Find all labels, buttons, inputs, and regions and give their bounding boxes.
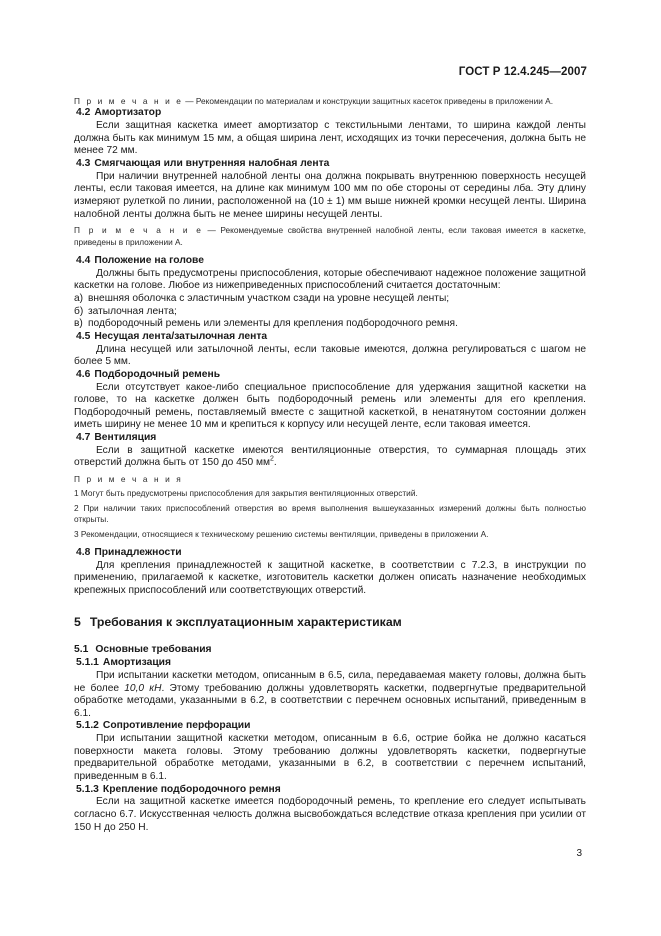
section-number: 5 [74, 615, 81, 630]
paragraph: При наличии внутренней налобной ленты она должна покрывать внутреннюю поверхность несущей ленты, если таковая имеется, на длине как минимум 100 мм по обе стороны от середины лба. Эту длину измеряют рулеткой по линии, расположенной на (10 ± 1) мм выше нижней кромки несущей ленты. Ширина налобной ленты должна быть не менее ширины несущей ленты. [74, 170, 586, 220]
section-number: 4.5 [76, 330, 91, 342]
section-5-1-1-heading [74, 657, 586, 670]
section-title: Амортизация [102, 657, 172, 669]
paragraph: Если защитная каскетка имеет амортизатор с текстильными лентами, то ширина каждой ленты должна быть как минимум 15 мм, а общая ширина лент, исходящих из точки пересечения, должна быть не менее 72 мм. [74, 120, 586, 157]
section-title: Смягчающая или внутренняя налобная лента [94, 157, 330, 169]
note-4-3 [74, 225, 586, 248]
note-text: — Рекомендуемые свойства внутренней налобной ленты, если таковая имеется в каскетке, приведены в приложении А. [74, 225, 586, 247]
paragraph: При испытании защитной каскетки методом, описанным в 6.6, острие бойка не должно касаться поверхности макета головы. Этому требованию должны удовлетворять каскетки, подвергнутые предварительной обработке методами, указанными в 6.2, в соответствии с перечнем испытаний, приведенным в 6.1. [74, 733, 586, 783]
paragraph: Длина несущей или затылочной ленты, если таковые имеются, должна регулироваться с шагом не более 5 мм. [74, 343, 586, 368]
emphasis-value: 10,0 кН [124, 682, 162, 694]
section-number: 4.3 [76, 157, 91, 169]
section-number: 4.4 [76, 254, 91, 266]
list-text: затылочная лента; [88, 305, 177, 317]
section-title: Положение на голове [94, 254, 204, 266]
section-5-heading [74, 615, 586, 630]
options-list [74, 293, 586, 331]
section-number: 5.1.3 [76, 783, 99, 795]
paragraph: Должны быть предусмотрены приспособления, которые обеспечивают надежное положение защитной каскетки на голове. Любое из нижеприведенных приспособлений считается достаточным: [74, 267, 586, 292]
section-5-1-2-heading [74, 720, 586, 733]
notes-label: П р и м е ч а н и я [74, 473, 183, 484]
section-title: Подбородочный ремень [94, 368, 221, 380]
note-label: П р и м е ч а н и е [74, 96, 183, 106]
section-number: 4.2 [76, 107, 91, 119]
section-5-1-heading [74, 644, 586, 657]
paragraph-end: . [273, 457, 277, 469]
paragraph: Если на защитной каскетке имеется подбородочный ремень, то крепление его следует испытывать согласно 6.7. Искусственная челюсть должна высвобождаться вследствие отказа крепления при усилии от 150 Н до 250 Н. [74, 796, 586, 833]
list-text: внешняя оболочка с эластичным участком сзади на уровне несущей ленты; [88, 292, 450, 304]
section-title: Несущая лента/затылочная лента [94, 330, 268, 342]
section-4-2-heading [74, 107, 586, 120]
note-item: 1 Могут быть предусмотрены приспособления для закрытия вентиляционных отверстий. [74, 488, 418, 499]
section-4-3-heading [74, 158, 586, 171]
section-number: 4.6 [76, 368, 91, 380]
section-title: Основные требования [95, 644, 212, 656]
paragraph-text: Если в защитной каскетке имеются вентиляционные отверстия, то суммарная площадь этих отверстий должна быть от 150 до 450 мм [74, 444, 586, 469]
section-4-4-heading [74, 255, 586, 268]
section-title: Крепление подбородочного ремня [102, 783, 281, 795]
section-5-1-3-heading [74, 784, 586, 797]
section-4-6-heading [74, 369, 586, 382]
list-item [74, 318, 586, 331]
paragraph: Для крепления принадлежностей к защитной каскетке, в соответствии с 7.2.3, в инструкции по применению, прилагаемой к каскетке, изготовитель каскетки должен описать назначение необходимых крепежных приспособлений или соответствующих отверстий. [74, 559, 586, 596]
note-item: 3 Рекомендации, относящиеся к техническому решению системы вентиляции, приведены в приложении А. [74, 528, 489, 539]
list-marker: а) [74, 292, 84, 304]
section-number: 5.1.2 [76, 720, 99, 732]
section-4-7-heading [74, 432, 586, 445]
page-content [74, 96, 586, 834]
section-number: 5.1.1 [76, 657, 99, 669]
section-4-8-heading [74, 547, 586, 560]
section-title: Требования к эксплуатационным характеристикам [89, 615, 402, 630]
section-title: Амортизатор [94, 107, 162, 119]
paragraph-text: При испытании каскетки методом, описанным в 6.5, сила, передаваемая макету головы, должна быть не более [74, 670, 586, 694]
section-title: Принадлежности [94, 546, 182, 558]
paragraph-text: . Этому требованию должны удовлетворять каскетки, подвергнутые предварительной обработке методами, указанными в 6.2, в соответствии с перечнем основных испытаний, приведенным в 6.1. [74, 682, 586, 719]
section-title: Вентиляция [94, 431, 157, 443]
section-4-5-heading [74, 331, 586, 344]
superscript: 2 [269, 455, 274, 463]
notes-heading [74, 474, 586, 485]
note-label: П р и м е ч а н и е [74, 225, 203, 236]
section-number: 5.1 [74, 644, 89, 656]
note-intro [74, 96, 586, 107]
section-number: 4.8 [76, 546, 91, 558]
list-marker: в) [74, 318, 83, 330]
list-item [74, 306, 586, 319]
list-item [74, 293, 586, 306]
page-number: 3 [576, 848, 582, 859]
list-text: подбородочный ремень или элементы для крепления подбородочного ремня. [88, 318, 458, 330]
paragraph [74, 445, 586, 470]
paragraph: Если отсутствует какое-либо специальное приспособление для удержания защитной каскетки на голове, то на каскетке должен быть подбородочный ремень или элементы для его крепления. Подбородочный ремень, поставляемый вместе с защитной каскеткой, в ненатянутом состоянии должен иметь ширину не менее 10 мм и крепиться к корпусу или несущей ленте, если таковая имеется. [74, 381, 586, 431]
note-item: 2 При наличии таких приспособлений отверстия во время выполнения вышеуказанных измерений должны быть полностью открыты. [74, 502, 586, 525]
document-code: ГОСТ Р 12.4.245—2007 [458, 66, 587, 78]
note-text: — Рекомендации по материалам и конструкции защитных касеток приведены в приложении А. [182, 96, 554, 106]
list-marker: б) [74, 305, 84, 317]
section-title: Сопротивление перфорации [102, 720, 251, 732]
paragraph [74, 670, 586, 720]
section-number: 4.7 [76, 431, 91, 443]
